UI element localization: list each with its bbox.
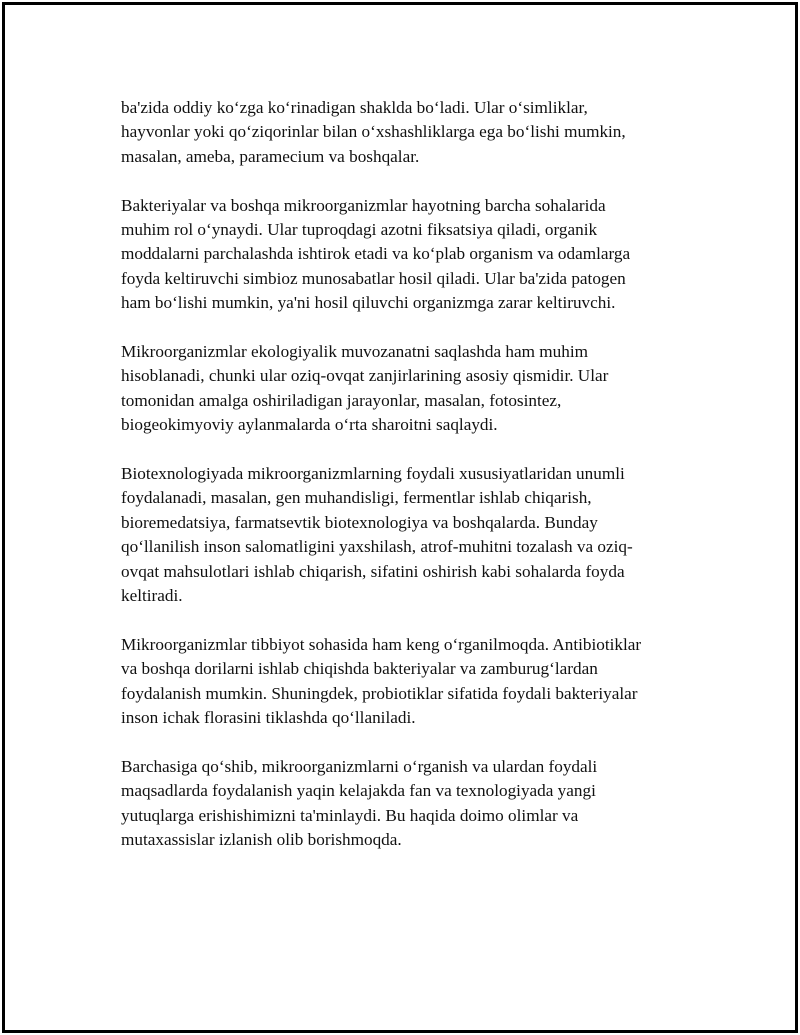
paragraph-6: Barchasiga qo‘shib, mikroorganizmlarni o‘rganish va ulardan foydali maqsadlarda foydalanish yaqin kelajakda fan va texnologiyada yangi yutuqlarga erishishimizni ta'minlaydi. Bu haqida doimo olimlar va mutaxassislar izlanish olib borishmoqda. — [121, 756, 598, 850]
document-page — [2, 2, 798, 1033]
paragraph-5: Mikroorganizmlar tibbiyot sohasida ham keng o‘rganilmoqda. Antibiotiklar va boshqa dorilarni ishlab chiqishda bakteriyalar va zamburug‘lardan foydalanish mumkin. Shuningdek, probiotiklar sifatida foydali bakteriyalar inson ichak florasini tiklashda qo‘llaniladi. — [121, 634, 642, 728]
paragraph-4: Biotexnologiyada mikroorganizmlarning foydali xususiyatlaridan unumli foydalanadi, masalan, gen muhandisligi, fermentlar ishlab chiqarish, bioremedatsiya, farmatsevtik biotexnologiya va boshqalarda. Bunday qo‘llanilish inson salomatligini yaxshilash, atrof-muhitni tozalash va oziq- ovqat mahsulotlari ishlab chiqarish, sifatini oshirish kabi sohalarda foyda keltiradi. — [121, 464, 633, 606]
paragraph-1: ba'zida oddiy ko‘zga ko‘rinadigan shaklda bo‘ladi. Ular o‘simliklar, hayvonlar yoki qo‘ziqorinlar bilan o‘xshashliklarga ega bo‘lishi mumkin, masalan, ameba, paramecium va boshqalar. — [121, 98, 626, 166]
document-body — [121, 96, 701, 877]
paragraph-2: Bakteriyalar va boshqa mikroorganizmlar hayotning barcha sohalarida muhim rol o‘ynaydi. Ular tuproqdagi azotni fiksatsiya qiladi, organik moddalarni parchalashda ishtirok etadi va ko‘plab organism va odamlarga foyda keltiruvchi simbioz munosabatlar hosil qiladi. Ular ba'zida patogen ham bo‘lishi mumkin, ya'ni hosil qiluvchi organizmga zarar keltiruvchi. — [121, 195, 631, 313]
paragraph-3: Mikroorganizmlar ekologiyalik muvozanatni saqlashda ham muhim hisoblanadi, chunki ular oziq-ovqat zanjirlarining asosiy qismidir. Ular tomonidan amalga oshiriladigan jarayonlar, masalan, fotosintez, biogeokimyoviy aylanmalarda o‘rta sharoitni saqlaydi. — [121, 342, 609, 435]
